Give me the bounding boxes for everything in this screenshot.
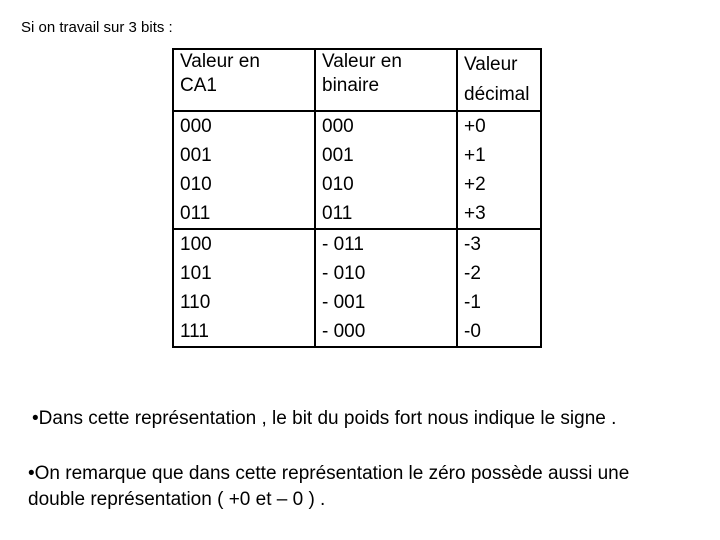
page-title: Si on travail sur 3 bits : [21, 19, 173, 36]
cell-ca1-positive [173, 111, 315, 229]
value-binaire: 011 [322, 203, 353, 224]
value-binaire: - 010 [322, 263, 366, 284]
ca1-table [172, 48, 542, 348]
value-ca1: 110 [180, 292, 211, 313]
header-ca1 [173, 49, 315, 111]
value-ca1: 011 [180, 203, 211, 224]
value-ca1: 000 [180, 116, 212, 137]
cell-ca1-negative [173, 229, 315, 347]
value-binaire: 001 [322, 145, 354, 166]
header-binaire-line2: binaire [322, 75, 380, 96]
value-binaire: - 000 [322, 321, 366, 342]
header-binaire-line1: Valeur en [322, 51, 402, 72]
note-double-zero-line2: double représentation ( +0 et – 0 ) . [28, 489, 326, 510]
note-sign-bit: •Dans cette représentation , le bit du poids fort nous indique le signe . [32, 408, 617, 429]
table-row-negative [173, 229, 541, 347]
header-binaire [315, 49, 457, 111]
header-ca1-line2: CA1 [180, 75, 217, 96]
cell-binaire-negative [315, 229, 457, 347]
value-decimal: +2 [464, 174, 486, 195]
value-binaire: - 011 [322, 234, 364, 255]
value-decimal: +1 [464, 145, 486, 166]
cell-decimal-negative [457, 229, 541, 347]
value-ca1: 101 [180, 263, 212, 284]
note-double-zero [28, 461, 629, 513]
header-decimal [457, 49, 541, 111]
value-decimal: -0 [464, 321, 481, 342]
table-header-row [173, 49, 541, 111]
value-binaire: 000 [322, 116, 354, 137]
value-decimal: -1 [464, 292, 481, 313]
value-ca1: 100 [180, 234, 212, 255]
value-decimal: -3 [464, 234, 481, 255]
value-ca1: 010 [180, 174, 212, 195]
table-row-positive [173, 111, 541, 229]
header-decimal-line2: décimal [464, 84, 530, 105]
value-ca1: 111 [180, 321, 209, 342]
note-double-zero-line1: •On remarque que dans cette représentation le zéro possède aussi une [28, 463, 630, 484]
cell-binaire-positive [315, 111, 457, 229]
value-ca1: 001 [180, 145, 212, 166]
header-ca1-line1: Valeur en [180, 51, 260, 72]
cell-decimal-positive [457, 111, 541, 229]
value-decimal: +3 [464, 203, 486, 224]
value-decimal: -2 [464, 263, 481, 284]
value-decimal: +0 [464, 116, 486, 137]
value-binaire: - 001 [322, 292, 366, 313]
header-decimal-line1: Valeur [464, 54, 518, 75]
value-binaire: 010 [322, 174, 354, 195]
